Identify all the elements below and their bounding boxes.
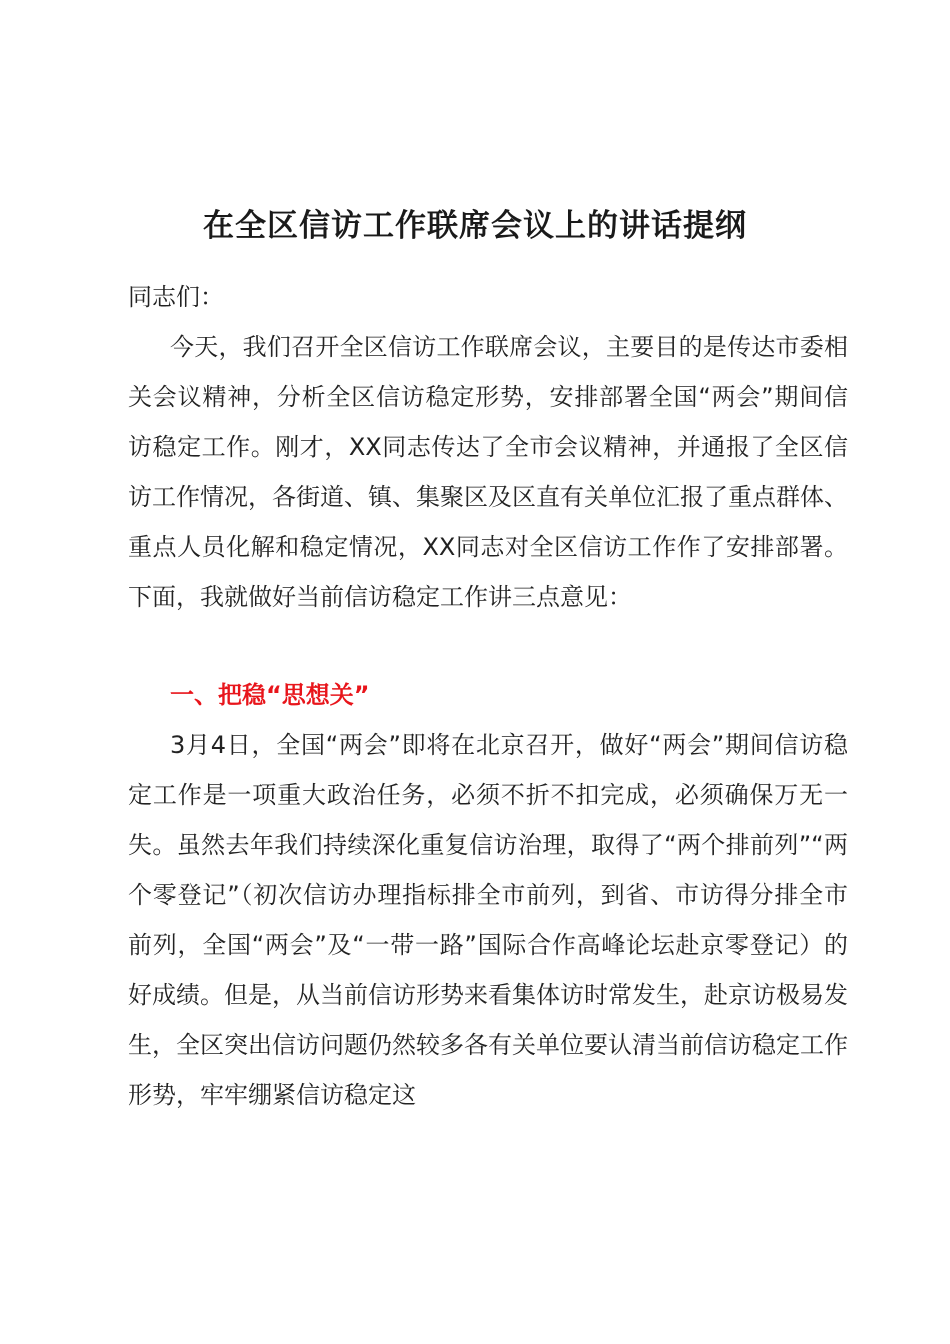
- paragraph-section-1: 3月4日，全国“两会”即将在北京召开，做好“两会”期间信访稳定工作是一项重大政治任务，必须不折不扣完成，必须确保万无一失。虽然去年我们持续深化重复信访治理，取得了“两个排前列”“两个零登记”（初次信访办理指标排全市前列，到省、市访得分排全市前列，全国“两会”及“一带一路”国际合作高峰论坛赴京零登记）的好成绩。但是，从当前信访形势来看集体访时常发生，赴京访极易发生，全区突出信访问题仍然较多各有关单位要认清当前信访稳定工作形势，牢牢绷紧信访稳定这: [128, 731, 848, 1109]
- paragraph-intro: 今天，我们召开全区信访工作联席会议，主要目的是传达市委相关会议精神，分析全区信访稳定形势，安排部署全国“两会”期间信访稳定工作。刚才，XX同志传达了全市会议精神，并通报了全区信访工作情况，各街道、镇、集聚区及区直有关单位汇报了重点群体、重点人员化解和稳定情况，XX同志对全区信访工作作了安排部署。下面，我就做好当前信访稳定工作讲三点意见：: [128, 333, 848, 611]
- document-title: 在全区信访工作联席会议上的讲话提纲: [203, 208, 747, 244]
- greeting: 同志们：: [128, 283, 224, 311]
- section-heading-1: 一、把稳“思想关”: [170, 681, 370, 709]
